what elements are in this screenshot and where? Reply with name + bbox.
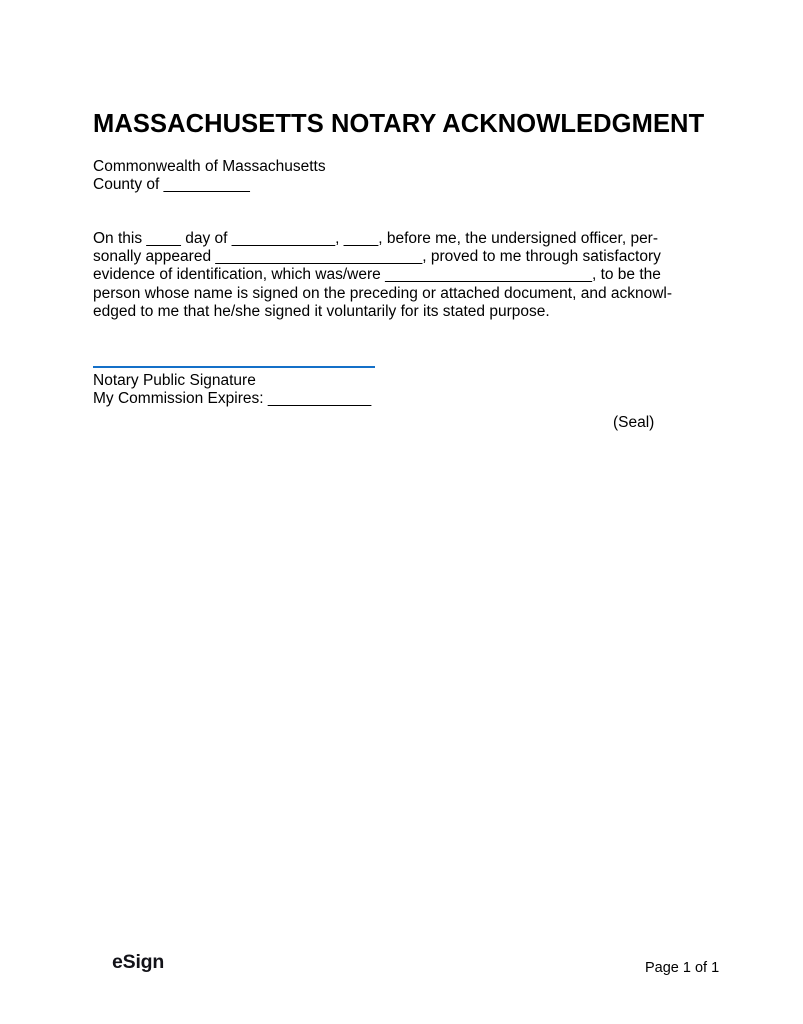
acknowledgment-paragraph	[93, 230, 672, 321]
notary-signature-line	[93, 366, 375, 368]
paragraph-line: person whose name is signed on the preceding or attached document, and acknowl-	[93, 284, 673, 302]
paragraph-line: evidence of identification, which was/were ________________________, to be the	[93, 266, 661, 284]
signature-block	[93, 366, 375, 408]
paragraph-line: edged to me that he/she signed it voluntarily for its stated purpose.	[93, 302, 550, 320]
document-title: MASSACHUSETTS NOTARY ACKNOWLEDGMENT	[93, 110, 705, 139]
notary-signature-label: Notary Public Signature	[93, 372, 256, 389]
commission-expires-line: My Commission Expires: ____________	[93, 390, 372, 407]
jurisdiction-county-line: County of __________	[93, 176, 250, 193]
jurisdiction-state-line: Commonwealth of Massachusetts	[93, 158, 326, 175]
page-number-indicator: Page 1 of 1	[645, 960, 720, 976]
jurisdiction-block	[93, 158, 326, 194]
paragraph-line: On this ____ day of ____________, ____, before me, the undersigned officer, per-	[93, 230, 659, 247]
seal-placeholder-label: (Seal)	[613, 414, 655, 431]
paragraph-line: sonally appeared ________________________, proved to me through satisfactory	[93, 248, 661, 266]
esign-logo: eSign	[112, 951, 165, 973]
